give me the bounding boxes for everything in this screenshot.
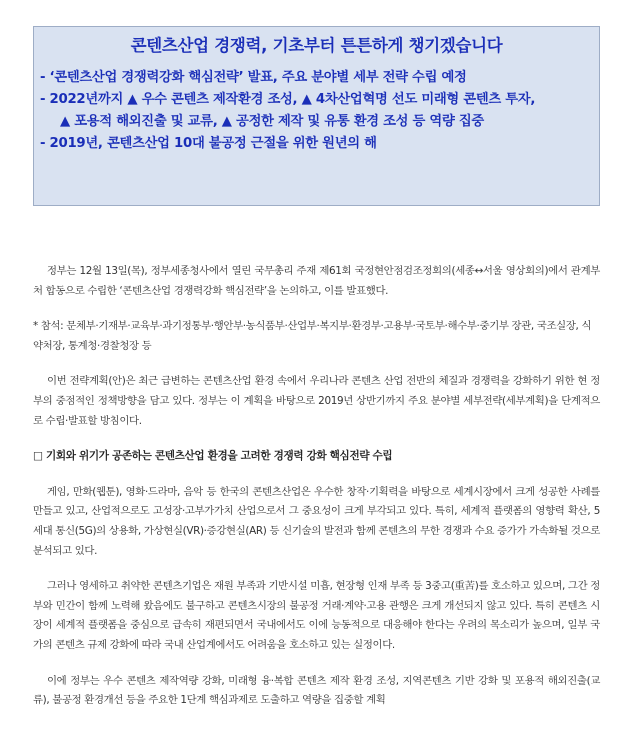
article-body [33, 262, 600, 711]
summary-box [33, 26, 600, 206]
paragraph: 그러나 영세하고 취약한 콘텐츠기업은 재원 부족과 기반시설 미흡, 현장형 인재 부족 등 3중고(重苦)를 호소하고 있으며, 그간 정부와 민간이 함께 노력해 왔음에도 불구하고 콘텐츠시장의 불공정 거래·계약·고용 관행은 크게 개선되지 않고 있다. 특히 콘텐츠 시장이 세계적 플랫폼을 중심으로 급속히 재편되면서 국내에서도 이에 능동적으로 대응해야 한다는 우려의 목소리가 높으며, 일부 국가의 콘텐츠 규제 강화에 따라 국내 산업계에서도 어려움을 호소하고 있는 실정이다. [33, 580, 600, 651]
paragraph: 게임, 만화(웹툰), 영화·드라마, 음악 등 한국의 콘텐츠산업은 우수한 창작·기획력을 바탕으로 세계시장에서 크게 성공한 사례를 만들고 있고, 산업적으로도 고성장·고부가가치 산업으로서 그 중요성이 크게 부각되고 있다. 특히, 세계적 플랫폼의 영향력 확산, 5세대 통신(5G)의 상용화, 가상현실(VR)·증강현실(AR) 등 신기술의 발전과 함께 콘텐츠의 무한 경쟁과 수요 증가가 가속화될 것으로 분석되고 있다. [33, 485, 600, 557]
summary-line: ▲ 포용적 해외진출 및 교류, ▲ 공정한 제작 및 유통 환경 조성 등 역량 집중 [60, 114, 484, 129]
summary-title: 콘텐츠산업 경쟁력, 기초부터 튼튼하게 챙기겠습니다 [130, 36, 503, 55]
section-heading: □ 기회와 위기가 공존하는 콘텐츠산업 환경을 고려한 경쟁력 강화 핵심전략 수립 [33, 450, 393, 463]
paragraph: 이번 전략계획(안)은 최근 급변하는 콘텐츠산업 환경 속에서 우리나라 콘텐츠 산업 전반의 체질과 경쟁력을 강화하기 위한 현 정부의 중점적인 정책방향을 담고 있다. 정부는 이 계획을 바탕으로 2019년 상반기까지 주요 분야별 세부전략(세부계획)을 단계적으로 수립·발표할 방침이다. [33, 375, 600, 427]
attendee-note: * 참석: 문체부·기재부·교육부·과기정통부·행안부·농식품부·산업부·복지부·환경부·고용부·국토부·해수부·중기부 장관, 국조실장, 식약처장, 통계청·경찰청장 등 [33, 320, 592, 352]
paragraph: 정부는 12월 13일(목), 정부세종청사에서 열린 국무총리 주재 제61회 국정현안점검조정회의(세종↔서울 영상회의)에서 관계부처 합동으로 수립한 ‘콘텐츠산업 경쟁력강화 핵심전략’을 논의하고, 이를 발표했다. [33, 265, 600, 297]
paragraph: 이에 정부는 우수 콘텐츠 제작역량 강화, 미래형 융·복합 콘텐츠 제작 환경 조성, 지역콘텐츠 기반 강화 및 포용적 해외진출(교류), 불공정 환경개선 등을 주요한 1단계 핵심과제로 도출하고 역량을 집중할 계획 [33, 674, 600, 707]
summary-line: - 2019년, 콘텐츠산업 10대 불공정 근절을 위한 원년의 해 [40, 136, 377, 151]
summary-line: - ‘콘텐츠산업 경쟁력강화 핵심전략’ 발표, 주요 분야별 세부 전략 수립 예정 [40, 70, 467, 85]
summary-line: - 2022년까지 ▲ 우수 콘텐츠 제작환경 조성, ▲ 4차산업혁명 선도 미래형 콘텐츠 투자, [40, 92, 536, 107]
